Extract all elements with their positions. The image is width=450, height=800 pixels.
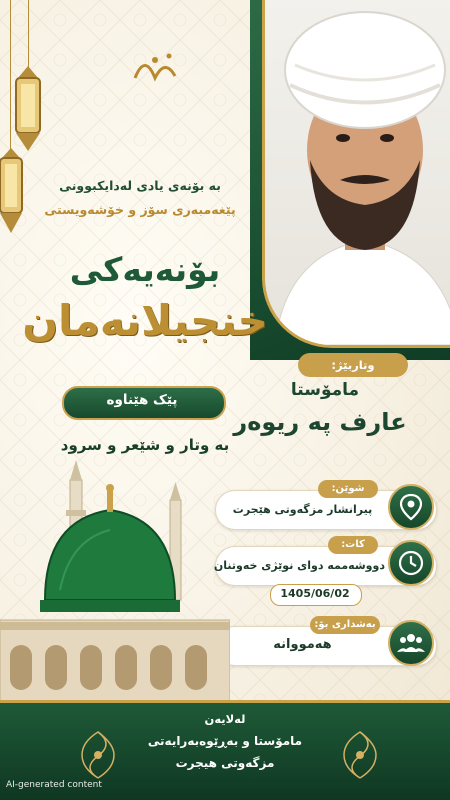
footer-line-3: مزگەوتی هیجرت [175,756,275,770]
ai-generated-label: AI-generated content [6,780,102,790]
title-line-2: خنجیلانەمان [22,296,268,345]
date-value: 1405/06/02 [280,587,350,600]
time-label: کات: [341,539,365,550]
people-icon [388,620,434,666]
clock-icon [388,540,434,586]
calligraphy-logo [125,48,185,88]
time-value: دووشەممە دوای نوێژی خەوتنان [213,559,385,572]
title-line-1: بۆنەیەکی [69,250,221,289]
participants-value: هەمووانە [273,637,332,652]
speaker-portrait [262,0,450,348]
portrait-silhouette [265,0,450,345]
speaker-tag-label: وتاربێژ: [331,358,375,372]
speaker-name: عارف پە ریوەر [233,408,407,436]
location-value: پیرانشار مزگەوتی هێجرت [232,503,373,516]
intro-line-1: بە بۆنەی یادی لەدایکبوونی [59,178,221,193]
lantern-icon [8,66,48,156]
subtitle: بە وتار و شێعر و سرود [60,436,230,454]
intro-line-2: پێغەمبەری سۆز و خۆشەویستی [44,202,236,217]
speaker-title: مامۆستا [290,380,360,400]
footer-line-2: مامۆستا و بەڕێوەبەرایەتی [147,734,303,748]
lantern-chain [28,0,29,70]
participants-label: بەشداری بۆ: [314,619,376,630]
location-pin-icon [388,484,434,530]
badge-text: پێک هێناوە [106,392,178,408]
mosque-illustration [0,450,230,710]
location-label: شوێن: [331,483,365,494]
footer-line-1: لەلایەن [204,712,246,726]
lantern-icon [0,148,28,238]
